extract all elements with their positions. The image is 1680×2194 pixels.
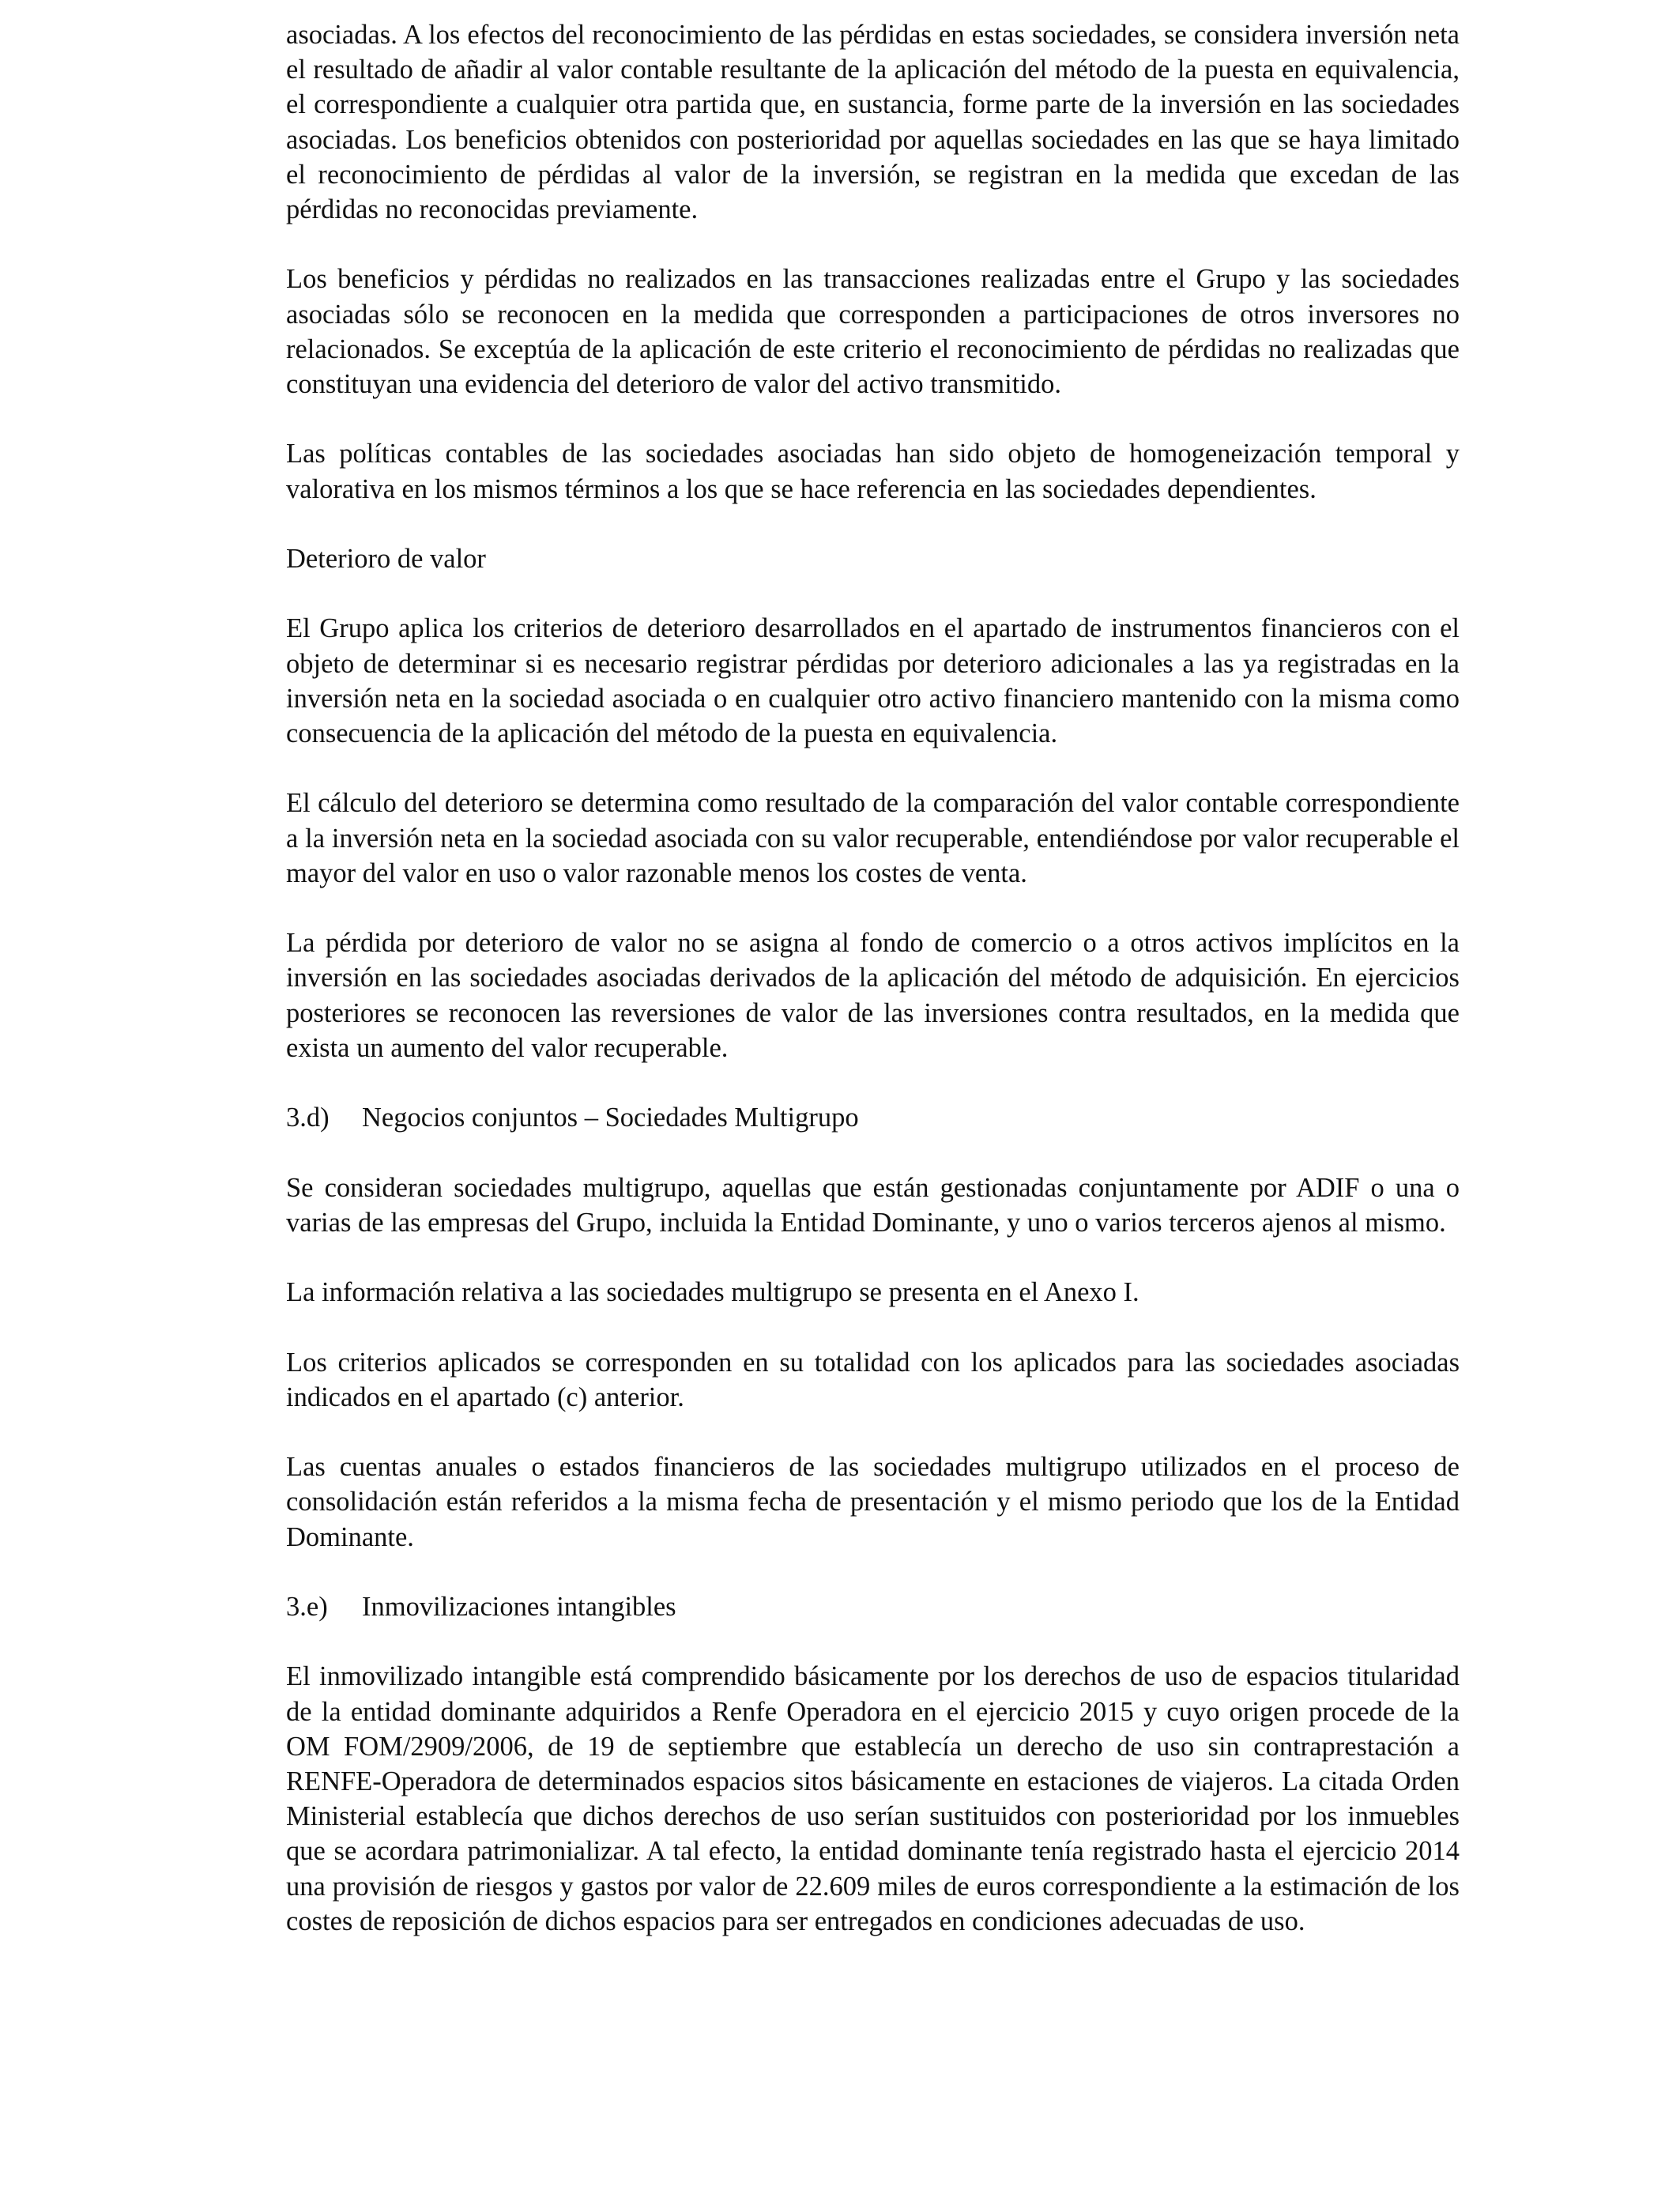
section-heading-3e	[286, 1589, 1460, 1624]
paragraph-perdida-deterioro: La pérdida por deterioro de valor no se asigna al fondo de comercio o a otros activos implícitos en la inversión en las sociedades asociadas derivados de la aplicación del método de adquisición. En ejercicios posteriores se reconocen las reversiones de valor de las inversiones contra resultados, en la medida que exista un aumento del valor recuperable.	[286, 928, 1460, 1063]
paragraph-politicas-contables: Las políticas contables de las sociedades asociadas han sido objeto de homogeneización temporal y valorativa en los mismos términos a los que se hace referencia en las sociedades dependientes.	[286, 439, 1460, 504]
section-title-3e: Inmovilizaciones intangibles	[362, 1591, 676, 1622]
section-title-3d: Negocios conjuntos – Sociedades Multigrupo	[362, 1103, 859, 1133]
paragraph-criterios-deterioro: El Grupo aplica los criterios de deterioro desarrollados en el apartado de instrumentos financieros con el objeto de determinar si es necesario registrar pérdidas por deterioro adicionales a las ya registradas en la inversión neta en la sociedad asociada o en cualquier otro activo financiero mantenido con la misma como consecuencia de la aplicación del método de la puesta en equivalencia.	[286, 613, 1460, 748]
document-page	[286, 17, 1460, 1939]
section-number-3e: 3.e)	[286, 1591, 328, 1622]
paragraph-sociedades-multigrupo: Se consideran sociedades multigrupo, aquellas que están gestionadas conjuntamente por ADIF o una o varias de las empresas del Grupo, incluida la Entidad Dominante, y uno o varios terceros ajenos al mismo.	[286, 1172, 1460, 1238]
paragraph-beneficios-no-realizados: Los beneficios y pérdidas no realizados en las transacciones realizadas entre el Grupo y las sociedades asociadas sólo se reconocen en la medida que corresponden a participaciones de otros inversores no relacionados. Se exceptúa de la aplicación de este criterio el reconocimiento de pérdidas no realizadas que constituyan una evidencia del deterioro de valor del activo transmitido.	[286, 264, 1460, 400]
paragraph-calculo-deterioro: El cálculo del deterioro se determina como resultado de la comparación del valor contable correspondiente a la inversión neta en la sociedad asociada con su valor recuperable, entendiéndose por valor recuperable el mayor del valor en uso o valor razonable menos los costes de venta.	[286, 788, 1460, 888]
subheading-deterioro-de-valor: Deterioro de valor	[286, 544, 486, 574]
paragraph-cuentas-anuales: Las cuentas anuales o estados financieros de las sociedades multigrupo utilizados en el proceso de consolidación están referidos a la misma fecha de presentación y el mismo periodo que los de la Entidad Dominante.	[286, 1452, 1460, 1552]
paragraph-criterios-aplicados: Los criterios aplicados se corresponden en su totalidad con los aplicados para las sociedades asociadas indicados en el apartado (c) anterior.	[286, 1347, 1460, 1412]
section-heading-3d	[286, 1100, 1460, 1135]
paragraph-anexo-i: La información relativa a las sociedades multigrupo se presenta en el Anexo I.	[286, 1277, 1139, 1308]
paragraph-inversion-neta: asociadas. A los efectos del reconocimiento de las pérdidas en estas sociedades, se considera inversión neta el resultado de añadir al valor contable resultante de la aplicación del método de la puesta en equivalencia, el correspondiente a cualquier otra partida que, en sustancia, forme parte de la inversión en las sociedades asociadas. Los beneficios obtenidos con posterioridad por aquellas sociedades en las que se haya limitado el reconocimiento de pérdidas al valor de la inversión, se registran en la medida que excedan de las pérdidas no reconocidas previamente.	[286, 20, 1460, 225]
section-number-3d: 3.d)	[286, 1103, 330, 1133]
paragraph-inmovilizado-intangible: El inmovilizado intangible está comprendido básicamente por los derechos de uso de espacios titularidad de la entidad dominante adquiridos a Renfe Operadora en el ejercicio 2015 y cuyo origen procede de la OM FOM/2909/2006, de 19 de septiembre que establecía un derecho de uso sin contraprestación a RENFE-Operadora de determinados espacios sitos básicamente en estaciones de viajeros. La citada Orden Ministerial establecía que dichos derechos de uso serían sustituidos con posterioridad por los inmuebles que se acordara patrimonializar. A tal efecto, la entidad dominante tenía registrado hasta el ejercicio 2014 una provisión de riesgos y gastos por valor de 22.609 miles de euros correspondiente a la estimación de los costes de reposición de dichos espacios para ser entregados en condiciones adecuadas de uso.	[286, 1661, 1460, 1936]
